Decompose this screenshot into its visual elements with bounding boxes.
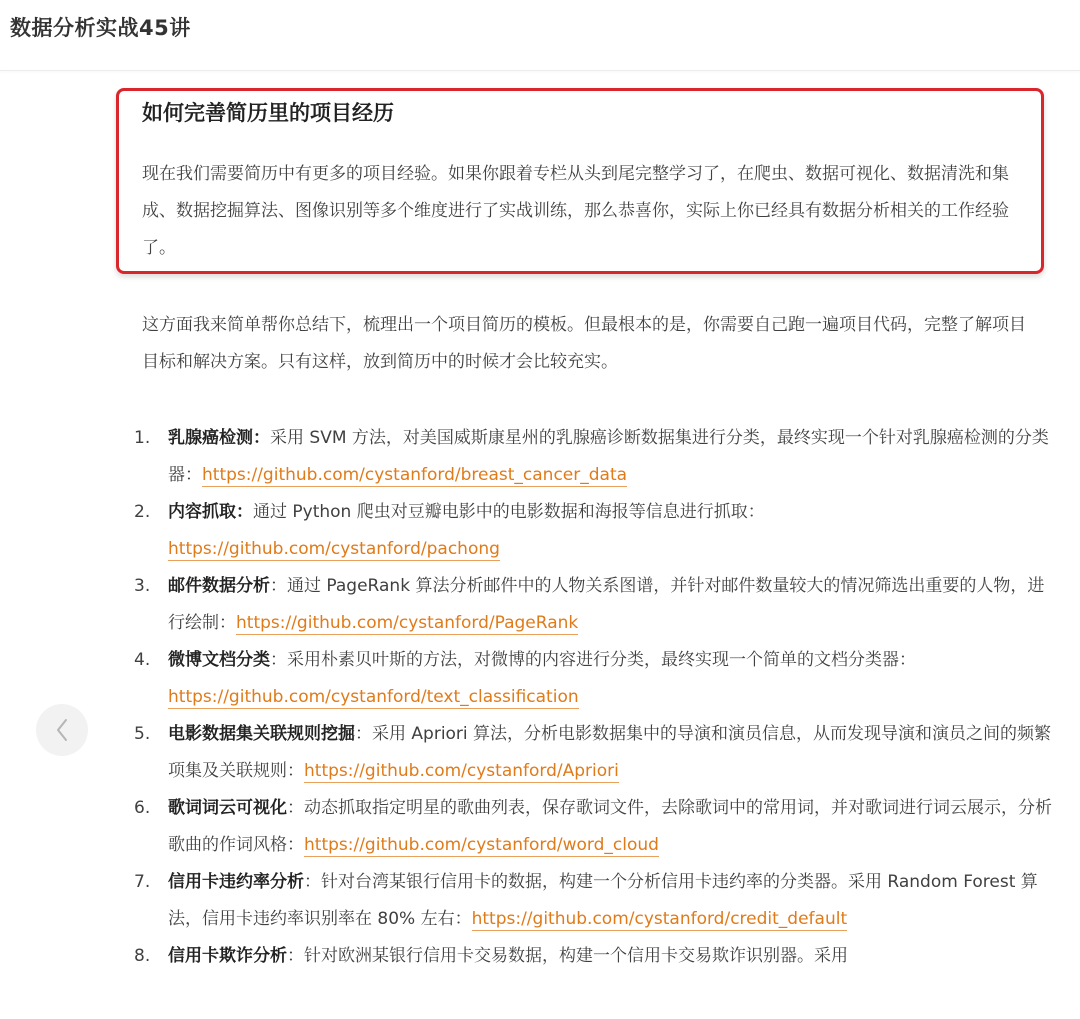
project-term: 内容抓取： (168, 502, 253, 522)
project-description: ：针对欧洲某银行信用卡交易数据，构建一个信用卡交易欺诈识别器。采用 (287, 946, 848, 966)
project-term: 乳腺癌检测： (168, 428, 270, 448)
summary-paragraph: 这方面我来简单帮你总结下，梳理出一个项目简历的模板。但最根本的是，你需要自己跑一遍项目代码，完整了解项目目标和解决方案。只有这样，放到简历中的时候才会比较充实。 (142, 315, 1026, 372)
project-term: 邮件数据分析 (168, 576, 270, 596)
project-description: ：采用朴素贝叶斯的方法，对微博的内容进行分类，最终实现一个简单的文档分类器： (270, 650, 916, 670)
list-number: 7. (134, 872, 151, 892)
top-bar (0, 0, 1080, 71)
project-description: 通过 Python 爬虫对豆瓣电影中的电影数据和海报等信息进行抓取： (253, 502, 765, 522)
project-link[interactable]: https://github.com/cystanford/breast_cancer_data (202, 465, 628, 485)
project-description: ：针对台湾某银行信用卡的数据，构建一个分析信用卡违约率的分类器。采用 Random Forest 算法，信用卡违约率识别率在 80% 左右： (168, 872, 1038, 929)
project-term: 歌词词云可视化 (168, 798, 287, 818)
list-item (130, 864, 1060, 938)
project-link[interactable]: https://github.com/cystanford/credit_default (471, 909, 848, 929)
project-description: ：采用 Apriori 算法，分析电影数据集中的导演和演员信息，从而发现导演和演员之间的频繁项集及关联规则： (168, 724, 1052, 781)
list-item (130, 568, 1060, 642)
project-term: 电影数据集关联规则挖掘 (168, 724, 355, 744)
project-list (130, 420, 1060, 975)
project-link[interactable]: https://github.com/cystanford/PageRank (236, 613, 579, 633)
project-link[interactable]: https://github.com/cystanford/word_cloud (304, 835, 659, 855)
list-item (130, 642, 1060, 716)
list-number: 6. (134, 798, 151, 818)
project-link[interactable]: https://github.com/cystanford/pachong (168, 539, 500, 559)
list-number: 5. (134, 724, 151, 744)
project-term: 信用卡违约率分析 (168, 872, 304, 892)
list-number: 8. (134, 946, 151, 966)
back-button[interactable] (36, 704, 88, 756)
project-term: 信用卡欺诈分析 (168, 946, 287, 966)
project-description: ：动态抓取指定明星的歌曲列表，保存歌词文件，去除歌词中的常用词，并对歌词进行词云展示，分析歌曲的作词风格： (168, 798, 1052, 855)
project-term: 微博文档分类 (168, 650, 270, 670)
course-title: 数据分析实战45讲 (10, 16, 191, 40)
project-link[interactable]: https://github.com/cystanford/text_classification (168, 687, 579, 707)
section-title: 如何完善简历里的项目经历 (142, 101, 394, 125)
list-item (130, 420, 1060, 494)
list-number: 3. (134, 576, 151, 596)
project-link[interactable]: https://github.com/cystanford/Apriori (304, 761, 619, 781)
list-item (130, 938, 1060, 975)
list-item (130, 716, 1060, 790)
list-item (130, 790, 1060, 864)
chevron-left-icon (53, 716, 71, 744)
project-description: 采用 SVM 方法，对美国威斯康星州的乳腺癌诊断数据集进行分类，最终实现一个针对乳腺癌检测的分类器： (168, 428, 1049, 485)
list-number: 1. (134, 428, 151, 448)
intro-paragraph: 现在我们需要简历中有更多的项目经验。如果你跟着专栏从头到尾完整学习了，在爬虫、数据可视化、数据清洗和集成、数据挖掘算法、图像识别等多个维度进行了实战训练，那么恭喜你，实际上你已经具有数据分析相关的工作经验了。 (142, 164, 1009, 258)
project-description: ：通过 PageRank 算法分析邮件中的人物关系图谱，并针对邮件数量较大的情况筛选出重要的人物，进行绘制： (168, 576, 1045, 633)
list-number: 2. (134, 502, 151, 522)
list-number: 4. (134, 650, 151, 670)
list-item (130, 494, 1060, 568)
